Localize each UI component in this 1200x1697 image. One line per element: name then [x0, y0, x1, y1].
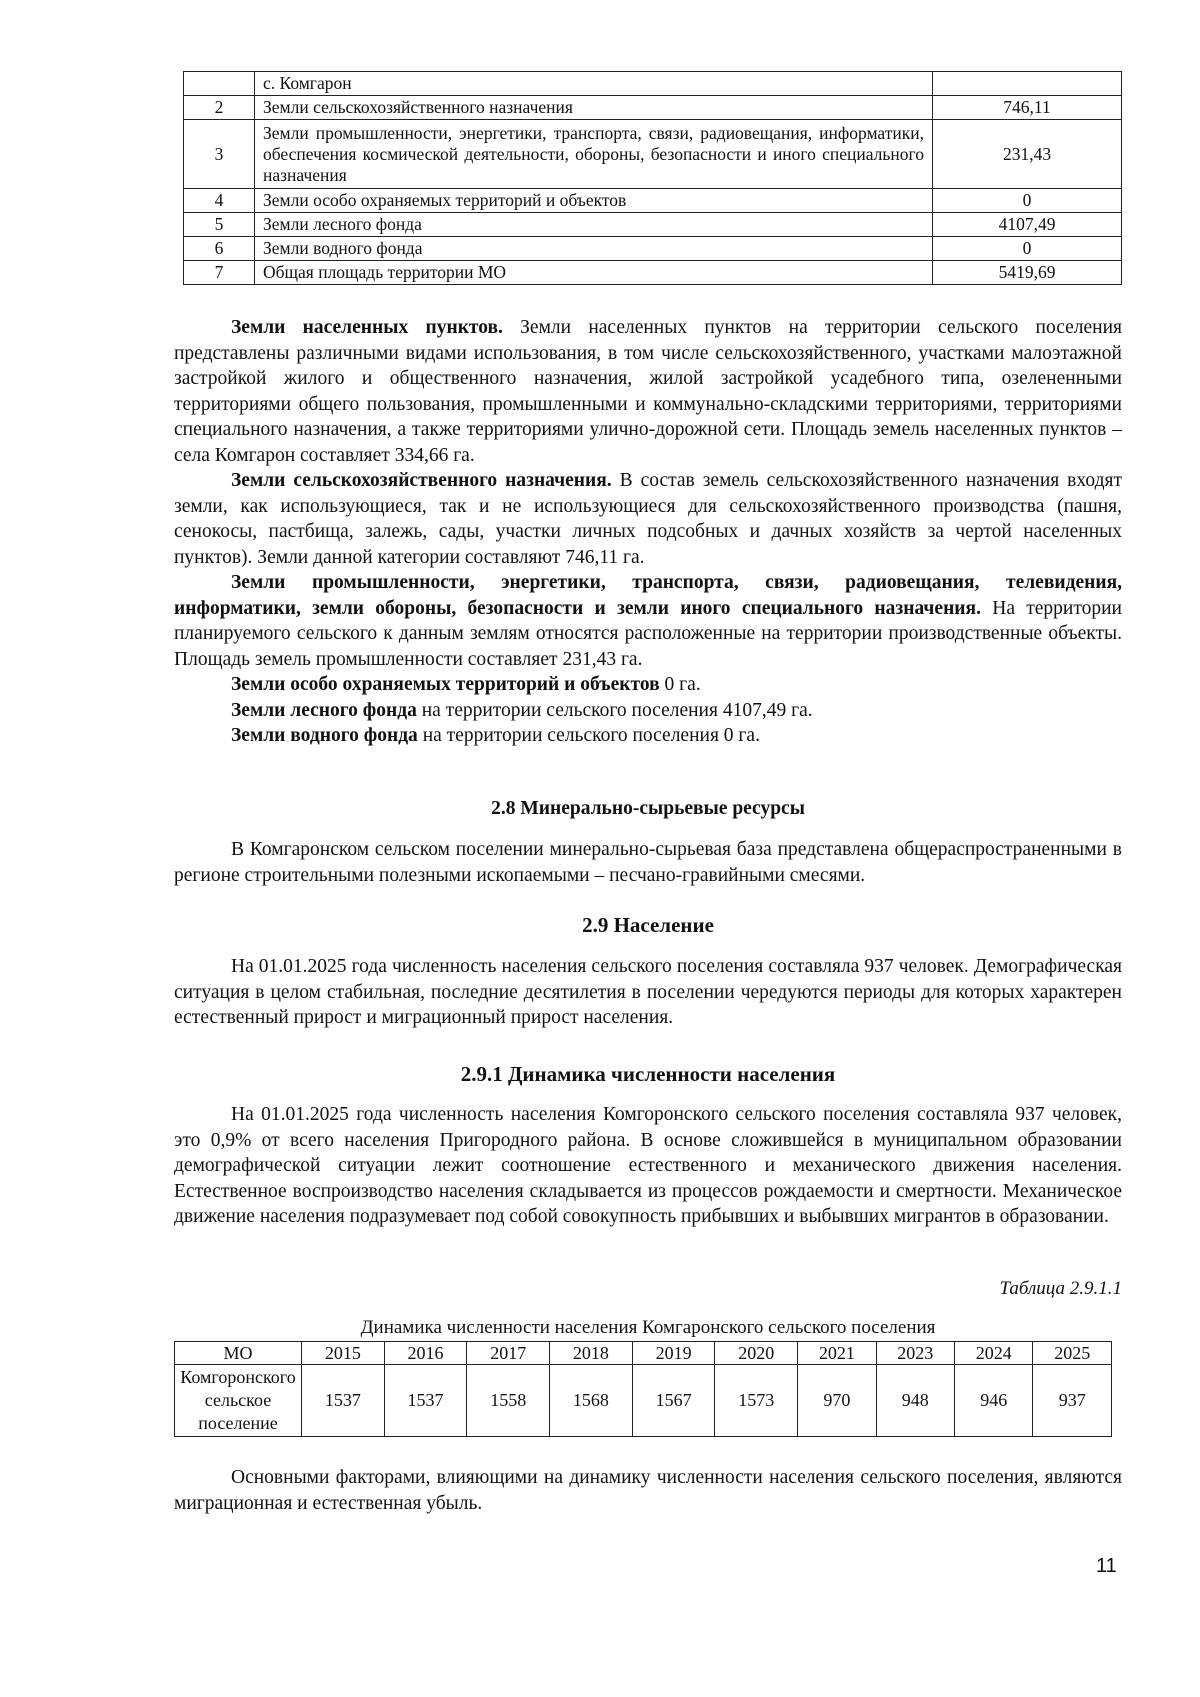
settlements-text: Земли населенных пунктов на территории сельского поселения представлены различными видами использования, в том числе сельскохозяйственного, участками малоэтажной застройкой жилого и общественного назначения, жилой застройкой усадебного типа, озелененными территориями общего пользования, промышленными и коммунально-складскими территориями, территориями специального назначения, а также территориями улично-дорожной сети. Площадь земель населенных пунктов – села Комгарон составляет 334,66 га.: [174, 317, 1122, 466]
land-table-row: [184, 189, 1122, 213]
area-value-cell: [933, 72, 1122, 96]
land-category-cell: Общая площадь территории МО: [255, 261, 933, 285]
row-number-cell: 3: [184, 120, 255, 189]
agricultural-paragraph: [174, 468, 1122, 570]
section-2-8-body: [174, 837, 1122, 888]
agricultural-text: В состав земель сельскохозяйственного назначения входят земли, как использующиеся, так и не использующиеся для сельскохозяйственного производства (пашня, сенокосы, пастбища, залежь, сады, участки личных подсобных и дачных хозяйств за чертой населенных пунктов). Земли данной категории составляют 746,11 га.: [174, 470, 1122, 568]
land-descriptions: [174, 315, 1122, 749]
land-category-cell: Земли лесного фонда: [255, 213, 933, 237]
section-2-8-paragraph: В Комгаронском сельском поселении минерально-сырьевая база представлена общераспространенными в регионе строительными полезными ископаемыми – песчано-гравийными смесями.: [174, 839, 1122, 886]
land-table-row: [184, 237, 1122, 261]
row-number-cell: 4: [184, 189, 255, 213]
year-header-cell: 2024: [955, 1342, 1033, 1365]
population-value-cell: 1567: [632, 1365, 715, 1437]
area-value-cell: 5419,69: [933, 261, 1122, 285]
land-table-row: [184, 72, 1122, 96]
water-paragraph: [174, 723, 1122, 749]
population-table-row: [175, 1365, 1112, 1437]
land-table-row: [184, 96, 1122, 120]
section-2-9-paragraph: На 01.01.2025 года численность населения сельского поселения составляла 937 человек. Демографическая ситуация в целом стабильная, последние десятилетия в поселении чередуются периоды для которых характерен естественный прирост и миграционный прирост населения.: [174, 956, 1122, 1028]
industrial-lead: Земли промышленности, энергетики, транспорта, связи, радиовещания, телевидения, информатики, земли обороны, безопасности и земли иного специального назначения.: [174, 572, 1122, 619]
forest-lead: Земли лесного фонда: [231, 699, 417, 721]
year-header-cell: 2025: [1033, 1342, 1112, 1365]
protected-text: 0 га.: [659, 674, 701, 695]
section-2-9-1-title: 2.9.1 Динамика численности населения: [460, 1062, 836, 1086]
year-header-cell: 2023: [876, 1342, 954, 1365]
year-header-cell: 2019: [632, 1342, 715, 1365]
section-2-9-1-body: [174, 1102, 1122, 1230]
conclusion-block: [174, 1465, 1122, 1516]
year-header-cell: 2020: [715, 1342, 798, 1365]
population-table: [174, 1341, 1112, 1437]
protected-lead: Земли особо охраняемых территорий и объектов: [231, 674, 660, 695]
row-number-cell: 6: [184, 237, 255, 261]
year-header-cell: 2016: [384, 1342, 467, 1365]
water-lead: Земли водного фонда: [231, 725, 418, 746]
table-label: Таблица 2.9.1.1: [999, 1278, 1122, 1299]
section-2-9-title: 2.9 Население: [582, 913, 714, 937]
row-number-cell: 7: [184, 261, 255, 285]
land-category-cell: Земли сельскохозяйственного назначения: [255, 96, 933, 120]
area-value-cell: 4107,49: [933, 213, 1122, 237]
industrial-paragraph: [174, 570, 1122, 672]
forest-text: на территории сельского поселения 4107,49 га.: [416, 699, 813, 721]
mo-header-cell: МО: [175, 1342, 302, 1365]
protected-paragraph: [174, 672, 1122, 698]
land-category-table: [183, 71, 1122, 285]
year-header-cell: 2015: [302, 1342, 385, 1365]
table-caption: Динамика численности населения Комгаронского сельского поселения: [360, 1317, 936, 1338]
population-table-header: [175, 1342, 1112, 1365]
population-value-cell: 937: [1033, 1365, 1112, 1437]
water-text: на территории сельского поселения 0 га.: [417, 725, 760, 746]
population-value-cell: 1573: [715, 1365, 798, 1437]
row-number-cell: 2: [184, 96, 255, 120]
population-value-cell: 946: [955, 1365, 1033, 1437]
forest-paragraph: [174, 698, 1122, 724]
row-number-cell: 5: [184, 213, 255, 237]
section-2-9-body: [174, 954, 1122, 1031]
population-value-cell: 1558: [467, 1365, 550, 1437]
mo-name-cell: Комгоронского сельское поселение: [175, 1365, 302, 1437]
agricultural-lead: Земли сельскохозяйственного назначения.: [231, 470, 612, 491]
land-category-cell: с. Комгарон: [255, 72, 933, 96]
land-category-cell: Земли особо охраняемых территорий и объектов: [255, 189, 933, 213]
land-category-cell: Земли промышленности, энергетики, транспорта, связи, радиовещания, информатики, обеспечения космической деятельности, обороны, безопасности и иного специального назначения: [255, 120, 933, 189]
section-2-9-1-paragraph: На 01.01.2025 года численность населения Комгоронского сельского поселения составляла 937 человек, это 0,9% от всего населения Пригородного района. В основе сложившейся в муниципальном образовании демографической ситуации лежит соотношение естественного и механического движения населения. Естественное воспроизводство населения складывается из процессов рождаемости и смертности. Механическое движение населения подразумевает под собой совокупность прибывших и выбывших мигрантов в образовании.: [174, 1104, 1122, 1227]
population-value-cell: 1568: [550, 1365, 633, 1437]
land-table-body: [184, 72, 1122, 285]
section-2-8-title: 2.8 Минерально-сырьевые ресурсы: [491, 798, 805, 819]
population-value-cell: 1537: [302, 1365, 385, 1437]
page-number: 11: [1096, 1555, 1117, 1577]
settlements-paragraph: [174, 315, 1122, 468]
area-value-cell: 231,43: [933, 120, 1122, 189]
land-category-cell: Земли водного фонда: [255, 237, 933, 261]
year-header-cell: 2021: [798, 1342, 876, 1365]
population-value-cell: 970: [798, 1365, 876, 1437]
area-value-cell: 746,11: [933, 96, 1122, 120]
settlements-lead: Земли населенных пунктов.: [231, 317, 503, 338]
land-table-row: [184, 120, 1122, 189]
land-table-row: [184, 261, 1122, 285]
area-value-cell: 0: [933, 189, 1122, 213]
land-table-row: [184, 213, 1122, 237]
population-value-cell: 948: [876, 1365, 954, 1437]
area-value-cell: 0: [933, 237, 1122, 261]
year-header-cell: 2018: [550, 1342, 633, 1365]
population-value-cell: 1537: [384, 1365, 467, 1437]
row-number-cell: [184, 72, 255, 96]
year-header-cell: 2017: [467, 1342, 550, 1365]
conclusion-paragraph: Основными факторами, влияющими на динамику численности населения сельского поселения, являются миграционная и естественная убыль.: [174, 1467, 1122, 1514]
industrial-text: На территории планируемого сельского к данным землям относятся расположенные на территории производственные объекты. Площадь земель промышленности составляет 231,43 га.: [174, 597, 1122, 670]
